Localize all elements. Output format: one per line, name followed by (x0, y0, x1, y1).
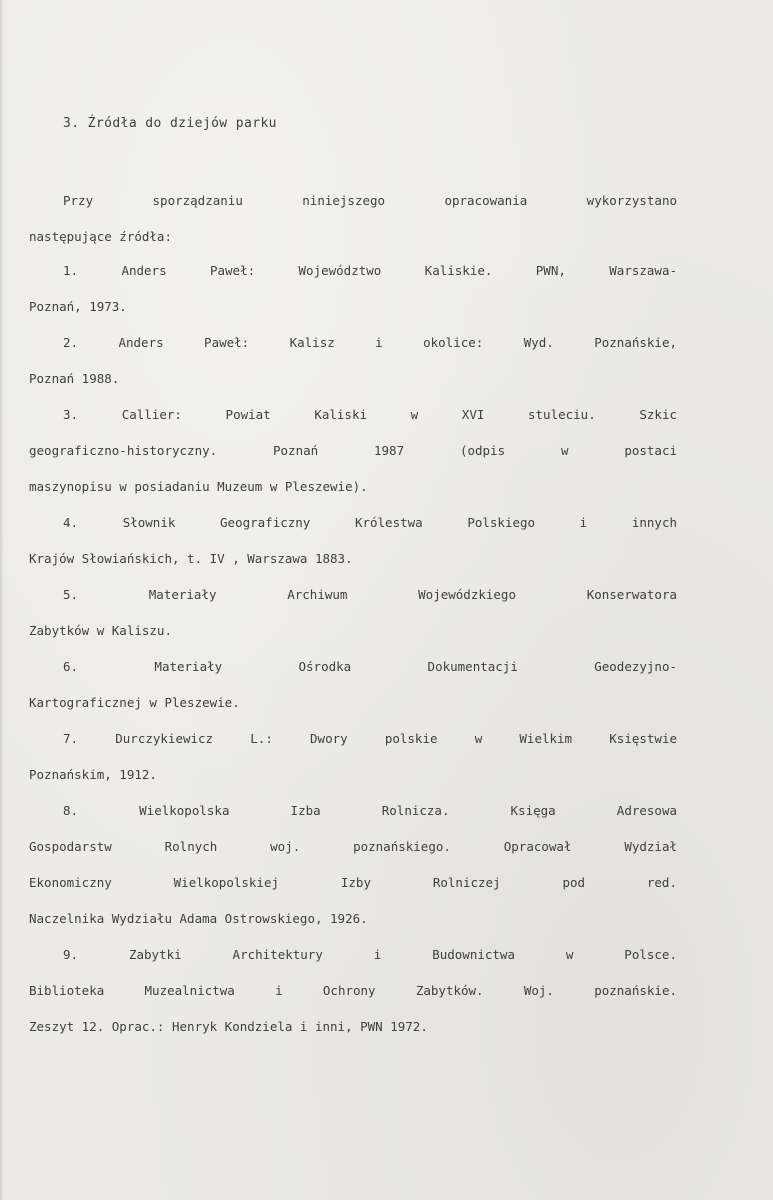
intro-paragraph (29, 183, 677, 255)
reference-text-line: Słownik Geograficzny Królestwa Polskiego i innych (122, 515, 677, 530)
reference-text-middle: geograficzno-historyczny. Poznań 1987 (odpis w postaci (29, 443, 677, 458)
reference-number: 2. (63, 335, 79, 350)
reference-text-line: Durczykiewicz L.: Dwory polskie w Wielkim Księstwie (115, 731, 677, 746)
reference-number: 1. (63, 263, 79, 278)
reference-text-last: Poznań 1988. (29, 371, 120, 386)
reference-text-middle: Gospodarstw Rolnych woj. poznańskiego. Opracował Wydział (29, 839, 677, 854)
reference-number: 8. (63, 803, 79, 818)
reference-text-last: Krajów Słowiańskich, t. IV , Warszawa 1883. (29, 551, 353, 566)
reference-item-2 (29, 325, 677, 397)
reference-text-last: maszynopisu w posiadaniu Muzeum w Pleszewie). (29, 479, 368, 494)
reference-number: 3. (63, 407, 79, 422)
reference-text-last: Poznań, 1973. (29, 299, 127, 314)
reference-text-last: Poznańskim, 1912. (29, 767, 157, 782)
reference-item-7 (29, 721, 677, 793)
reference-text-middle-2: Ekonomiczny Wielkopolskiej Izby Rolniczej pod red. (29, 875, 677, 890)
reference-item-8 (29, 793, 677, 937)
reference-text-last: Zeszyt 12. Oprac.: Henryk Kondziela i inni, PWN 1972. (29, 1019, 428, 1034)
reference-number: 7. (63, 731, 79, 746)
section-heading: 3. Źródła do dziejów parku (63, 116, 277, 131)
reference-text-line: Callier: Powiat Kaliski w XVI stuleciu. Szkic (121, 407, 677, 422)
reference-number: 6. (63, 659, 79, 674)
reference-text-line: Materiały Ośrodka Dokumentacji Geodezyjno- (154, 659, 677, 674)
reference-text-line: Anders Paweł: Kalisz i okolice: Wyd. Poznańskie, (118, 335, 678, 350)
reference-text-line: Zabytki Architektury i Budownictwa w Polsce. (128, 947, 677, 962)
intro-line-2: następujące źródła: (29, 229, 172, 244)
reference-text-last: Zabytków w Kaliszu. (29, 623, 172, 638)
reference-item-3 (29, 397, 677, 505)
reference-item-5 (29, 577, 677, 649)
reference-text-line: Materiały Archiwum Wojewódzkiego Konserwatora (148, 587, 677, 602)
reference-text-line: Anders Paweł: Województwo Kaliskie. PWN, Warszawa- (121, 263, 677, 278)
reference-text-last: Kartograficznej w Pleszewie. (29, 695, 240, 710)
reference-number: 5. (63, 587, 79, 602)
reference-number: 4. (63, 515, 79, 530)
reference-item-1 (29, 253, 677, 325)
references-list (29, 253, 677, 1045)
reference-text-middle: Biblioteka Muzealnictwa i Ochrony Zabytków. Woj. poznańskie. (29, 983, 677, 998)
reference-number: 9. (63, 947, 79, 962)
reference-text-line: Wielkopolska Izba Rolnicza. Księga Adresowa (139, 803, 677, 818)
reference-item-9 (29, 937, 677, 1045)
intro-line-1: Przy sporządzaniu niniejszego opracowania wykorzystano (63, 193, 677, 208)
reference-item-4 (29, 505, 677, 577)
reference-item-6 (29, 649, 677, 721)
reference-text-last: Naczelnika Wydziału Adama Ostrowskiego, 1926. (29, 911, 368, 926)
